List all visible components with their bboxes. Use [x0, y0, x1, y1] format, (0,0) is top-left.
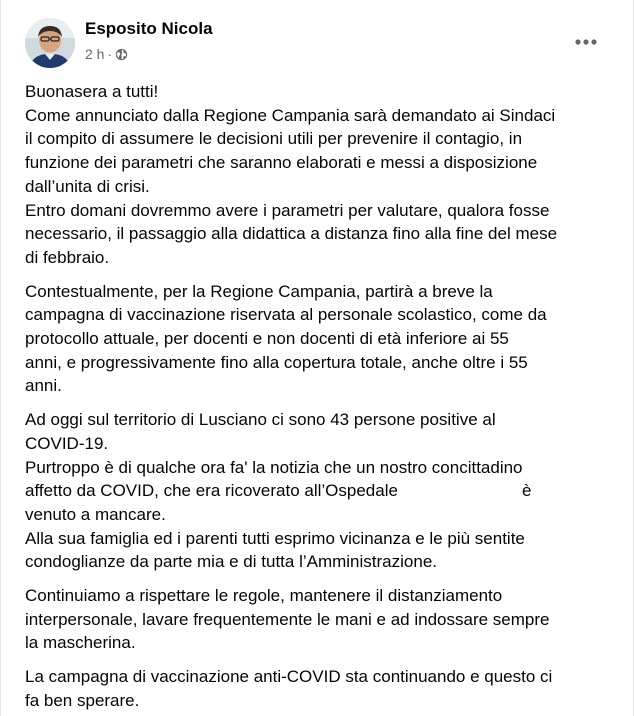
text-line: protocollo attuale, per docenti e non docenti di età inferiore ai 55: [25, 329, 509, 349]
globe-icon[interactable]: [115, 48, 128, 61]
text-line: La campagna di vaccinazione anti-COVID sta continuando e questo ci: [25, 667, 553, 687]
meta-separator: ·: [107, 46, 113, 62]
text-line: Purtroppo è di qualche ora fa' la notizia che un nostro concittadino: [25, 457, 523, 477]
more-horizontal-icon: [575, 39, 597, 45]
text-fragment: affetto da COVID, che era ricoverato all’Ospedale: [25, 481, 398, 501]
post-text: [25, 80, 615, 716]
avatar-image: [25, 18, 75, 68]
text-line: necessario, il passaggio alla didattica a distanza fino alla fine del mese: [25, 224, 558, 244]
post-timestamp[interactable]: 2 h: [85, 46, 105, 62]
post-meta: [85, 46, 128, 62]
text-line: Contestualmente, per la Regione Campania, partirà a breve la: [25, 281, 493, 301]
post-paragraph: [25, 80, 615, 270]
text-line: dall’unita di crisi.: [25, 176, 150, 196]
author-name[interactable]: Esposito Nicola: [85, 19, 213, 38]
text-line: campagna di vaccinazione riservata al personale scolastico, come da: [25, 305, 547, 325]
text-line: Come annunciato dalla Regione Campania sarà demandato ai Sindaci: [25, 105, 556, 125]
post-paragraph: [25, 408, 615, 574]
text-line: Alla sua famiglia ed i parenti tutti esprimo vicinanza e le più sentite: [25, 528, 525, 548]
post-options-button[interactable]: [568, 24, 604, 60]
text-line: COVID-19.: [25, 433, 109, 453]
text-line: venuto a mancare.: [25, 504, 166, 524]
text-line: Buonasera a tutti!: [25, 82, 159, 101]
text-line: anni, e progressivamente fino alla copertura totale, anche oltre i 55: [25, 352, 528, 372]
post-paragraph: [25, 584, 615, 655]
text-fragment: è: [521, 481, 532, 501]
text-line: interpersonale, lavare frequentemente le mani e ad indossare sempre: [25, 609, 550, 629]
text-line: Ad oggi sul territorio di Lusciano ci sono 43 persone positive al: [25, 410, 496, 430]
text-line: condoglianze da parte mia e di tutta l’Amministrazione.: [25, 552, 437, 572]
text-line: funzione dei parametri che saranno elaborati e messi a disposizione: [25, 153, 538, 173]
author-avatar[interactable]: [25, 18, 75, 68]
post-paragraph: [25, 280, 615, 399]
text-line: di febbraio.: [25, 247, 110, 267]
text-line: il compito di assumere le decisioni utili per prevenire il contagio, in: [25, 129, 523, 149]
text-line: anni.: [25, 376, 62, 396]
post-header: [1, 0, 633, 80]
text-line: Continuiamo a rispettare le regole, mantenere il distanziamento: [25, 586, 503, 606]
text-line: Entro domani dovremmo avere i parametri per valutare, qualora fosse: [25, 200, 550, 220]
text-line: la mascherina.: [25, 633, 136, 653]
text-line: fa ben sperare.: [25, 690, 140, 710]
text-line-with-redaction: [25, 479, 615, 503]
post-paragraph: [25, 665, 615, 712]
